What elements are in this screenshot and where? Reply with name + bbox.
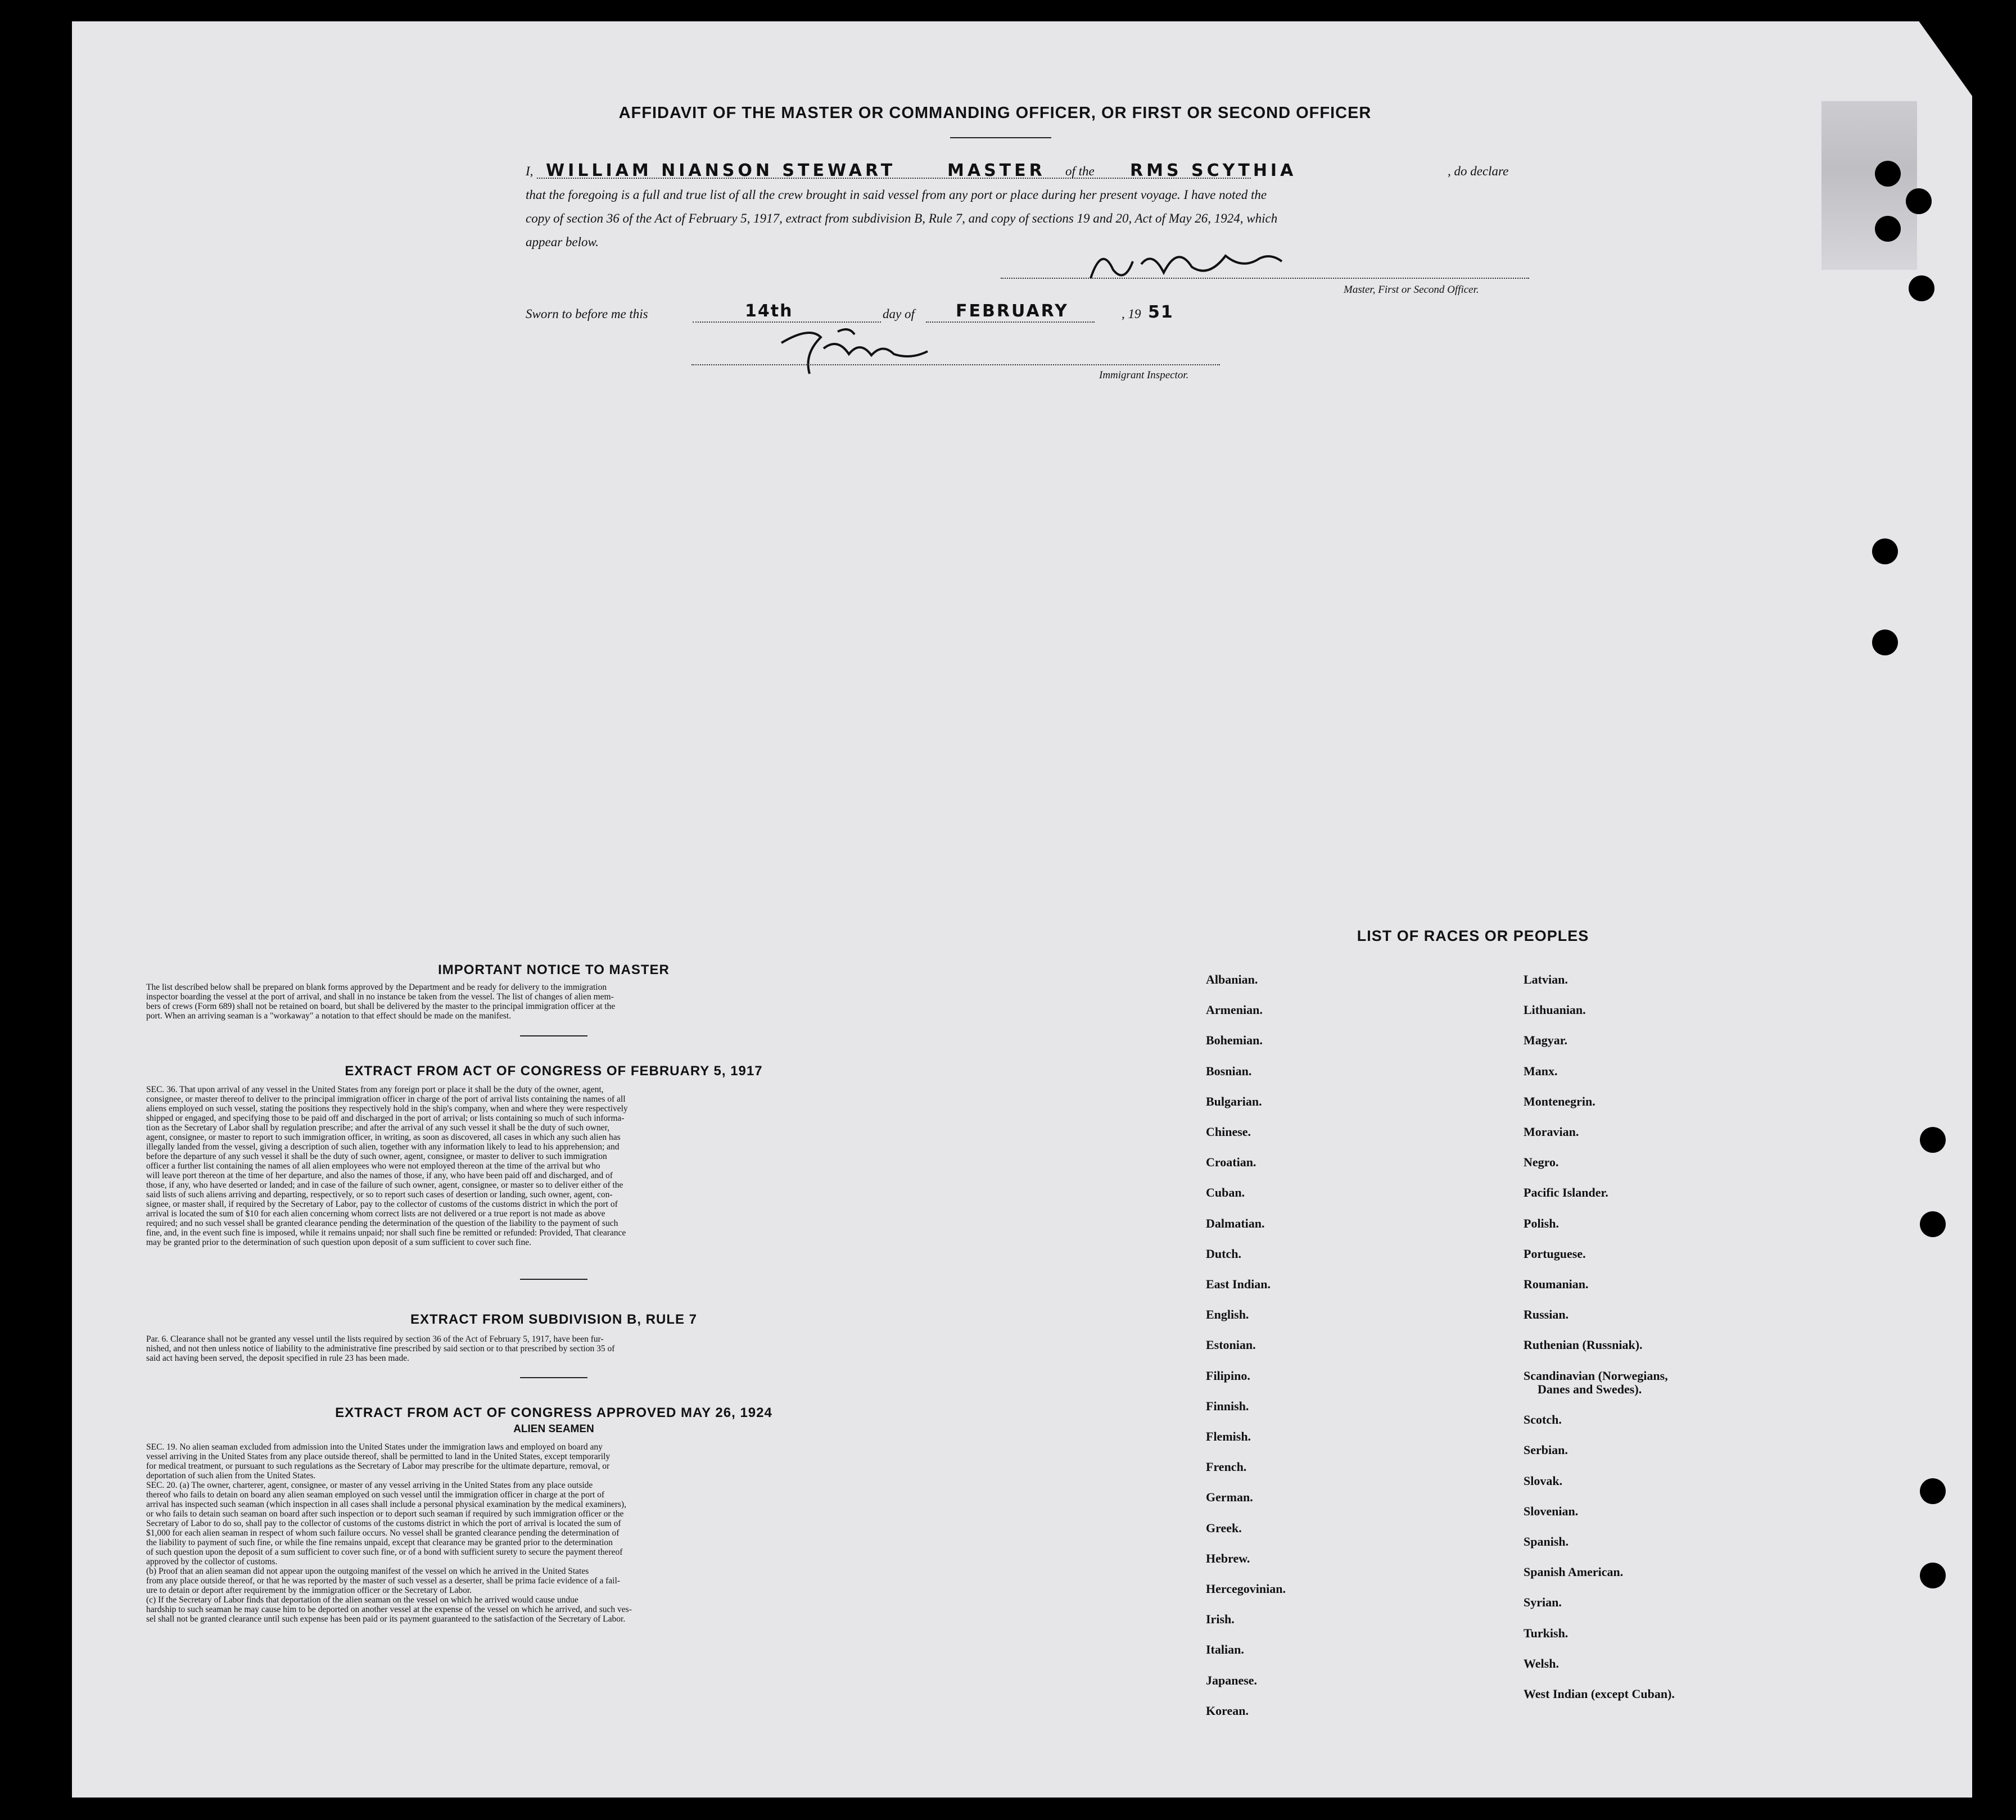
race-item: Filipino.	[1206, 1368, 1250, 1383]
rule-line: said act having been served, the deposit specified in rule 23 has been made.	[146, 1353, 409, 1363]
extract-line: before the departure of any such vessel it shall be the duty of such owner, agent, consignee, or master to deliver to such immigration	[146, 1152, 607, 1161]
notice-line: port. When an arriving seaman is a "workaway" a notation to that effect should be made on the manifest.	[146, 1011, 512, 1021]
races-title: LIST OF RACES OR PEOPLES	[1357, 927, 1589, 944]
punch-hole	[1906, 188, 1932, 214]
race-item: Scotch.	[1524, 1412, 1562, 1427]
race-item: Hercegovinian.	[1206, 1582, 1286, 1596]
extract-line: sel shall not be granted clearance until such expense has been paid or its payment guaranteed to the satisfaction of the Secretary of Labor.	[146, 1614, 626, 1624]
affidavit-line-4: appear below.	[526, 235, 599, 249]
extract-line: hardship to such seaman he may cause him to be deported on another vessel at the expense of the vessel on which he arrived, and such ves-	[146, 1605, 632, 1614]
race-item: Greek.	[1206, 1520, 1242, 1535]
extract-line: tion as the Secretary of Labor shall by regulation prescribe; and after the arrival of any such vessel it shall be the duty of such owner,	[146, 1123, 610, 1133]
notice-line: inspector boarding the vessel at the port of arrival, and shall in no instance be taken from the vessel. The list of changes of alien mem-	[146, 992, 614, 1002]
affidavit-line-3: copy of section 36 of the Act of February 5, 1917, extract from subdivision B, Rule 7, and copy of sections 19 and 20, Act of May 26, 1924, which	[526, 211, 1278, 225]
extract-line: officer a further list containing the names of all alien employees who were not employed thereon at the time of the arrival but who	[146, 1161, 600, 1171]
race-item: Ruthenian (Russniak).	[1524, 1338, 1643, 1352]
master-signature-label: Master, First or Second Officer.	[1344, 284, 1479, 296]
section-rule	[520, 1377, 587, 1378]
race-item: Polish.	[1524, 1216, 1559, 1230]
day-of-label: day of	[883, 307, 915, 321]
extract-line: signee, or master shall, if required by the Secretary of Labor, pay to the collector of customs of the customs district in which the port of	[146, 1199, 618, 1209]
notice-title: IMPORTANT NOTICE TO MASTER	[438, 962, 670, 977]
race-item: Bohemian.	[1206, 1033, 1263, 1048]
extract-line: or who fails to detain such seaman on board after such inspection or to deport such seaman if required by such immigration officer or the	[146, 1509, 624, 1519]
sworn-prefix: Sworn to before me this	[526, 307, 648, 321]
extract-line: required; and no such vessel shall be granted clearance pending the determination of the question of the liability to the payment of such	[146, 1219, 618, 1228]
race-item: Spanish American.	[1524, 1565, 1624, 1579]
punch-hole	[1920, 1563, 1946, 1588]
race-item: West Indian (except Cuban).	[1524, 1686, 1675, 1701]
inspector-signature-line	[691, 364, 1220, 365]
extract-line: thereof who fails to detain on board any alien seaman employed on such vessel until the immigration officer in charge at the port of	[146, 1490, 605, 1500]
extract-line: said lists of such aliens arriving and departing, respectively, or so to report such cases of desertion or landing, such owner, agent, con-	[146, 1190, 613, 1199]
rule-line: Par. 6. Clearance shall not be granted any vessel until the lists required by section 36 of the Act of February 5, 1917, have been fur-	[146, 1334, 604, 1344]
race-item: Hebrew.	[1206, 1551, 1250, 1565]
extract-line: (c) If the Secretary of Labor finds that deportation of the alien seaman on the vessel on which he arrived would cause undue	[146, 1595, 578, 1605]
sworn-month: FEBRUARY	[956, 301, 1069, 321]
extract-line: (b) Proof that an alien seaman did not appear upon the outgoing manifest of the vessel on which he arrived in the United States	[146, 1567, 589, 1576]
extract-line: approved by the collector of customs.	[146, 1557, 278, 1567]
race-item: Negro.	[1524, 1155, 1559, 1170]
extract-line: deportation of such alien from the United States.	[146, 1471, 316, 1481]
extract-line: agent, consignee, or master to report to such immigration officer, in writing, as soon as discovered, all cases in which any such alien has	[146, 1133, 621, 1142]
race-item: Dalmatian.	[1206, 1216, 1265, 1230]
extract-line: SEC. 19. No alien seaman excluded from admission into the United States under the immigration laws and employed on board any	[146, 1442, 603, 1452]
extract-line: shipped or engaged, and specifying those to be paid off and discharged in the port of arrival; or lists containing so much of such informa-	[146, 1113, 625, 1123]
race-item: Pacific Islander.	[1524, 1185, 1608, 1200]
extract-1924-text	[146, 1442, 961, 1624]
extract-1917-text	[146, 1085, 961, 1247]
extract-line: will leave port thereon at the time of her departure, and also the names of those, if any, who have been paid off and discharged, and of	[146, 1171, 613, 1180]
extract-line: those, if any, who have deserted or landed; and in case of the failure of such owner, agent, consignee, or master so to deliver either of the	[146, 1180, 623, 1190]
rule-7-title: EXTRACT FROM SUBDIVISION B, RULE 7	[410, 1312, 698, 1327]
race-item: German.	[1206, 1490, 1253, 1505]
punch-hole	[1909, 275, 1934, 301]
section-rule	[520, 1035, 587, 1036]
race-item: Magyar.	[1524, 1033, 1568, 1048]
extract-1924-title: EXTRACT FROM ACT OF CONGRESS APPROVED MAY 26, 1924	[335, 1405, 772, 1420]
race-item: Armenian.	[1206, 1003, 1263, 1017]
extract-line: from any place outside thereof, or that he was reported by the master of such vessel as a deserter, shall be prima facie evidence of a fail-	[146, 1576, 620, 1586]
vessel-name: RMS SCYTHIA	[1130, 161, 1297, 180]
race-item: Bosnian.	[1206, 1063, 1252, 1078]
inspector-label: Immigrant Inspector.	[1099, 369, 1189, 381]
race-item: Spanish.	[1524, 1534, 1569, 1549]
extract-line: arrival has inspected such seaman (which inspection in all cases shall include a personal physical examination by the medical examiners),	[146, 1500, 626, 1509]
affidavit-line-2: that the foregoing is a full and true list of all the crew brought in said vessel from any port or place during her present voyage. I have noted the	[526, 188, 1267, 202]
race-item: Roumanian.	[1524, 1277, 1589, 1291]
notice-text	[146, 983, 961, 1021]
alien-seamen-subtitle: ALIEN SEAMEN	[513, 1423, 594, 1435]
race-item: Albanian.	[1206, 972, 1258, 986]
extract-line: ure to detain or deport after requirement by the immigration officer or the Secretary of Labor.	[146, 1586, 472, 1595]
punch-hole	[1920, 1478, 1946, 1504]
do-declare-label: , do declare	[1448, 164, 1509, 178]
punch-hole	[1875, 161, 1901, 187]
extract-line: vessel arriving in the United States from any place outside thereof, shall be permitted to land in the United States, except temporarily	[146, 1452, 611, 1461]
race-item: Irish.	[1206, 1612, 1235, 1627]
extract-line: arrival is located the sum of $10 for each alien concerning whom correct lists are not delivered or a true report is not made as above	[146, 1209, 605, 1219]
punch-hole	[1875, 216, 1901, 242]
of-the-label: of the	[1065, 164, 1095, 178]
extract-1917-title: EXTRACT FROM ACT OF CONGRESS OF FEBRUARY 5, 1917	[345, 1063, 763, 1079]
race-item: Manx.	[1524, 1063, 1558, 1078]
race-item: Latvian.	[1524, 972, 1568, 986]
race-item: Estonian.	[1206, 1338, 1256, 1352]
rule-line: nished, and not then unless notice of liability to the administrative fine prescribed by said section or to that prescribed by section 35 of	[146, 1344, 615, 1353]
race-item: Slovenian.	[1524, 1504, 1579, 1518]
extract-line: SEC. 36. That upon arrival of any vessel in the United States from any foreign port or place it shall be the duty of the owner, agent,	[146, 1085, 604, 1094]
race-item: Cuban.	[1206, 1185, 1245, 1200]
extract-line: of such question upon the deposit of a sum sufficient to cover such fine, or of a bond with sufficient surety to secure the payment thereof	[146, 1547, 623, 1557]
race-item: Slovak.	[1524, 1473, 1563, 1488]
race-item: English.	[1206, 1307, 1249, 1322]
race-item: Montenegrin.	[1524, 1094, 1595, 1108]
race-item: French.	[1206, 1460, 1247, 1474]
master-rank: MASTER	[947, 161, 1046, 180]
race-item: East Indian.	[1206, 1277, 1271, 1291]
race-item: Lithuanian.	[1524, 1003, 1586, 1017]
extract-line: aliens employed on such vessel, stating the positions they respectively hold in the ship's company, when and where they were respectively	[146, 1104, 628, 1113]
race-item: Korean.	[1206, 1703, 1249, 1718]
extract-line: Secretary of Labor to do so, shall pay to the collector of customs of the customs district in which the port of arrival is located the sum of	[146, 1519, 621, 1528]
sworn-year: 51	[1148, 302, 1174, 322]
extract-line: the liability to payment of such fine, or while the fine remains unpaid, except that clearance may be granted prior to the determination	[146, 1538, 613, 1547]
punch-hole	[1920, 1211, 1946, 1237]
affidavit-i: I,	[526, 164, 534, 178]
extract-line: for medical treatment, or pursuant to such regulations as the Secretary of Labor may prescribe for the ultimate departure, removal, or	[146, 1461, 610, 1471]
race-item: Croatian.	[1206, 1155, 1256, 1170]
race-item: Serbian.	[1524, 1443, 1568, 1457]
race-item: Flemish.	[1206, 1429, 1251, 1443]
race-item: Moravian.	[1524, 1125, 1579, 1139]
master-signature	[1079, 239, 1293, 289]
extract-line: SEC. 20. (a) The owner, charterer, agent, consignee, or master of any vessel arriving in the United States from any place outside	[146, 1481, 593, 1490]
race-item: Japanese.	[1206, 1673, 1258, 1687]
race-item: Bulgarian.	[1206, 1094, 1262, 1108]
stamp-residue	[1821, 101, 1917, 270]
extract-line: consignee, or master thereof to deliver to the principal immigration officer in charge of the port of arrival lists containing the names of all	[146, 1094, 626, 1104]
race-item: Portuguese.	[1524, 1246, 1586, 1261]
rule-7-text	[146, 1334, 961, 1363]
race-item: Dutch.	[1206, 1246, 1241, 1261]
race-item: Welsh.	[1524, 1656, 1559, 1670]
race-item: Finnish.	[1206, 1398, 1249, 1413]
notice-line: The list described below shall be prepared on blank forms approved by the Department and be ready for delivery to the immigration	[146, 983, 607, 992]
year-prefix: , 19	[1122, 307, 1141, 321]
affidavit-line-1	[526, 161, 1532, 183]
punch-hole	[1872, 630, 1898, 655]
race-item: Italian.	[1206, 1642, 1244, 1657]
extract-line: fine, and, in the event such fine is imposed, while it remains unpaid; nor shall such fine be remitted or refunded: Provided, That clearance	[146, 1228, 626, 1238]
race-item: Turkish.	[1524, 1626, 1568, 1640]
extract-line: may be granted prior to the determination of such question upon deposit of a sum sufficient to cover such fine.	[146, 1238, 531, 1247]
extract-line: illegally landed from the vessel, giving a description of such alien, together with any information likely to lead to his apprehension; and	[146, 1142, 620, 1152]
sworn-day: 14th	[745, 301, 793, 321]
master-name: WILLIAM NIANSON STEWART	[546, 161, 896, 180]
extract-line: $1,000 for each alien seaman in respect of whom such failure occurs. No vessel shall be granted clearance pending the determination of	[146, 1528, 620, 1538]
race-item-continuation: Danes and Swedes).	[1538, 1382, 1642, 1396]
title-rule	[950, 137, 1051, 138]
race-item: Russian.	[1524, 1307, 1569, 1322]
punch-hole	[1920, 1127, 1946, 1153]
affidavit-title: AFFIDAVIT OF THE MASTER OR COMMANDING OFFICER, OR FIRST OR SECOND OFFICER	[618, 104, 1372, 122]
notice-line: bers of crews (Form 689) shall not be retained on board, but shall be delivered by the master to the principal immigration officer at the	[146, 1002, 616, 1011]
section-rule	[520, 1279, 587, 1280]
race-item: Scandinavian (Norwegians,	[1524, 1368, 1668, 1383]
race-item: Chinese.	[1206, 1125, 1251, 1139]
inspector-signature	[770, 320, 961, 382]
sworn-line	[526, 301, 1532, 326]
race-item: Syrian.	[1524, 1595, 1562, 1610]
punch-hole	[1872, 538, 1898, 564]
